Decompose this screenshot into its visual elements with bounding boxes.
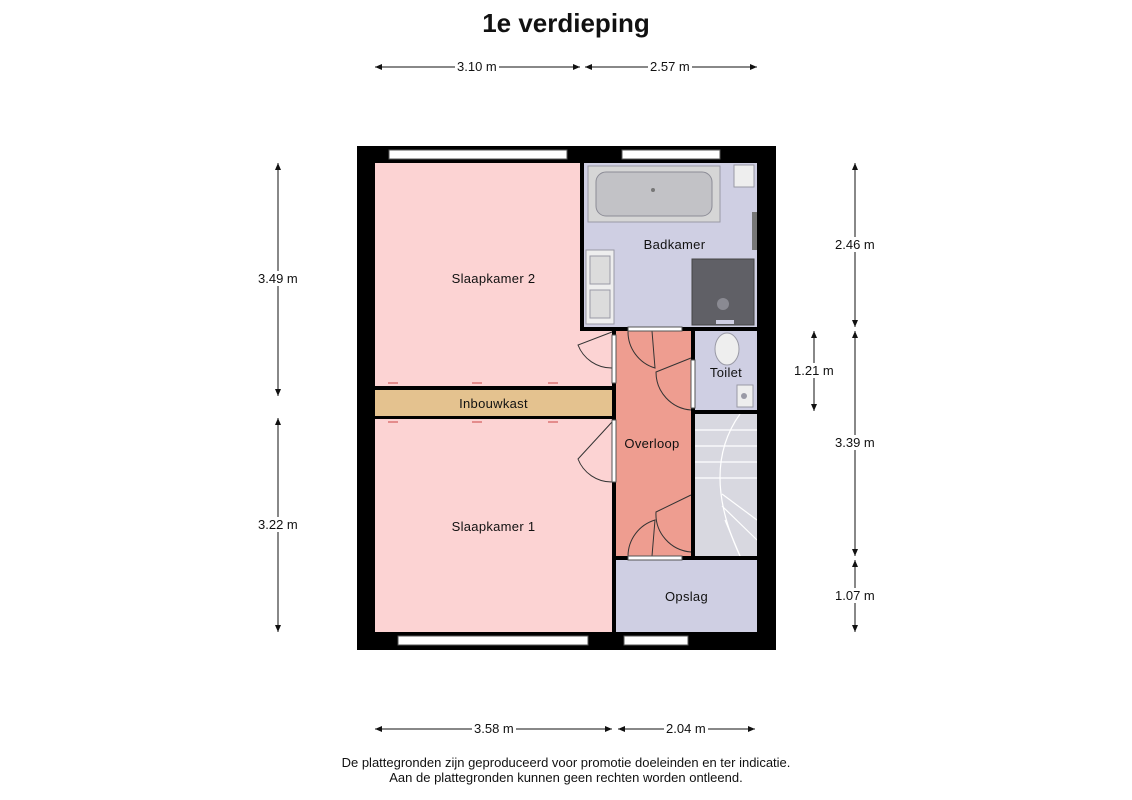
dimension-left-upper: 3.49 m: [258, 271, 298, 286]
disclaimer-line-1: De plattegronden zijn geproduceerd voor promotie doeleinden en ter indicatie.: [341, 755, 791, 770]
sink-counter-icon: [734, 165, 754, 187]
dimension-bottom-left: 3.58 m: [474, 721, 514, 736]
dimension-top-right: 2.57 m: [650, 59, 690, 74]
label-inbouwkast: Inbouwkast: [459, 396, 528, 411]
disclaimer: [0, 755, 1132, 785]
label-opslag: Opslag: [665, 589, 708, 604]
double-sink-icon: [586, 250, 614, 324]
dimension-right-opslag: 1.07 m: [835, 588, 875, 603]
label-slaapkamer-2: Slaapkamer 2: [451, 271, 536, 286]
page-title: 1e verdieping: [482, 8, 650, 38]
shower-icon: [692, 259, 754, 325]
room-stairwell: [691, 414, 757, 556]
label-toilet: Toilet: [709, 365, 743, 380]
bathtub-icon: [588, 166, 720, 222]
dimension-right-toilet: 1.21 m: [794, 363, 834, 378]
dimension-top-left: 3.10 m: [457, 59, 497, 74]
dimension-right-badkamer: 2.46 m: [835, 237, 875, 252]
dimension-right-stair: 3.39 m: [835, 435, 875, 450]
disclaimer-line-2: Aan de plattegronden kunnen geen rechten worden ontleend.: [389, 770, 743, 785]
dimension-bottom-right: 2.04 m: [666, 721, 706, 736]
dimension-left-lower: 3.22 m: [258, 517, 298, 532]
label-overloop: Overloop: [624, 436, 680, 451]
label-slaapkamer-1: Slaapkamer 1: [451, 519, 536, 534]
label-badkamer: Badkamer: [643, 237, 706, 252]
